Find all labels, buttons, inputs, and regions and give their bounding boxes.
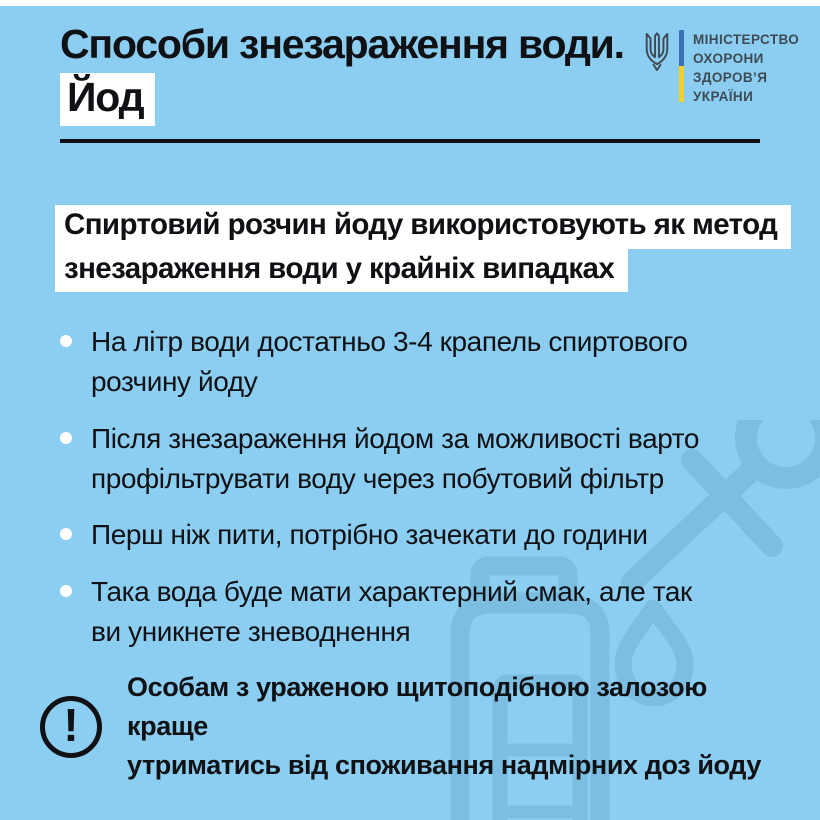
ministry-name	[693, 30, 799, 106]
bullet-dot-icon	[60, 528, 72, 540]
bullet-text: Після знезараження йодом за можливості варто профільтрувати воду через побутовий фільтр	[91, 422, 700, 494]
subtitle-highlighted	[55, 205, 791, 292]
bullet-dot-icon	[60, 432, 72, 444]
list-item	[60, 419, 732, 500]
page-title	[60, 20, 624, 126]
subtitle-line2: знезараження води у крайніх випадках	[55, 249, 628, 293]
header-divider	[60, 139, 760, 143]
warning-text	[127, 668, 780, 785]
page-title-highlight: Йод	[60, 73, 155, 125]
warning-text-line2: утриматись від споживання надмірних доз йоду	[127, 750, 761, 781]
subtitle-line1: Спиртовий розчин йоду використовують як метод	[55, 205, 791, 249]
bullet-list	[60, 322, 732, 668]
list-item	[60, 322, 732, 403]
ministry-name-line3: ЗДОРОВ’Я	[693, 70, 768, 85]
page-title-line1: Способи знезараження води.	[60, 21, 624, 67]
list-item	[60, 572, 732, 653]
bullet-dot-icon	[60, 585, 72, 597]
ministry-name-line4: УКРАЇНИ	[693, 89, 754, 104]
bullet-dot-icon	[60, 335, 72, 347]
bullet-text: На літр води достатньо 3-4 крапель спиртового розчину йоду	[91, 326, 688, 398]
exclamation-icon: !	[40, 696, 102, 758]
warning-text-line1: Особам з ураженою щитоподібною залозою краще	[127, 672, 707, 742]
warning-note	[40, 668, 780, 785]
bullet-text: Перш ніж пити, потрібно зачекати до години	[91, 519, 648, 551]
flag-bar-icon	[679, 30, 684, 102]
bullet-text: Така вода буде мати характерний смак, але так ви уникнете зневоднення	[91, 575, 692, 647]
trident-icon	[644, 32, 670, 72]
ministry-name-line1: МІНІСТЕРСТВО	[693, 32, 800, 47]
ministry-logo	[644, 30, 799, 106]
list-item	[60, 515, 732, 555]
ministry-name-line2: ОХОРОНИ	[693, 51, 764, 66]
